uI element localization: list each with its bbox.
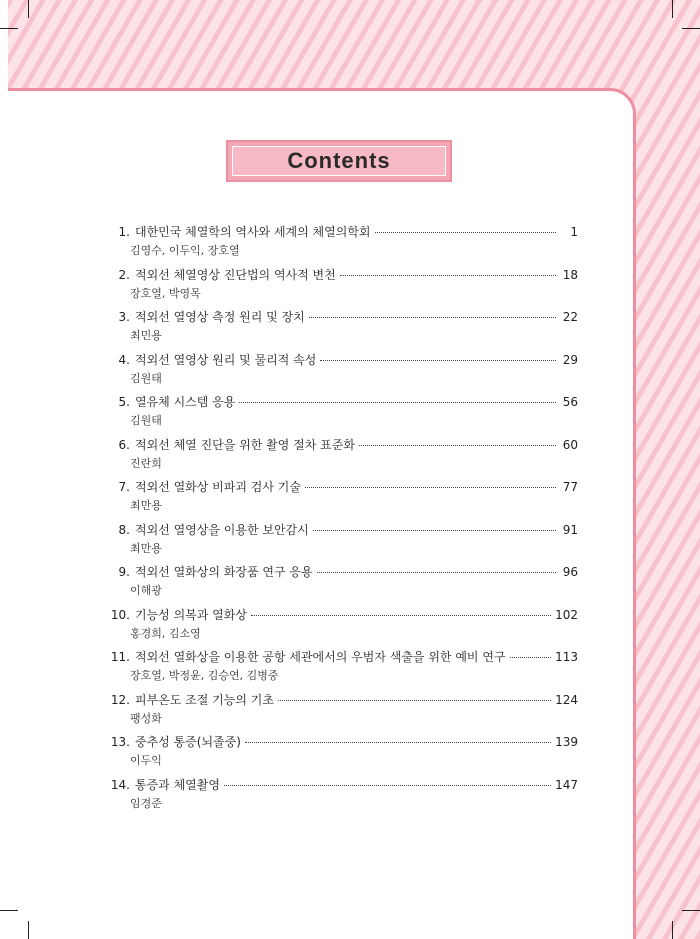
dot-leader	[245, 742, 551, 743]
dot-leader	[309, 317, 556, 318]
toc-entry[interactable]	[108, 521, 578, 564]
dot-leader	[251, 615, 551, 616]
entry-page-number: 102	[555, 607, 578, 622]
entry-authors: 김영수, 이두익, 장호열	[130, 244, 240, 257]
entry-authors: 진란희	[130, 456, 162, 470]
entry-authors: 팽성화	[130, 711, 162, 725]
entry-authors: 최만용	[130, 541, 162, 555]
contents-title-box	[226, 140, 452, 182]
crop-mark	[672, 921, 673, 939]
dot-leader	[340, 275, 556, 276]
entry-authors: 장호열, 박정윤, 김승연, 김병중	[130, 669, 279, 682]
toc-entry[interactable]	[108, 436, 578, 479]
toc-entry[interactable]	[108, 308, 578, 351]
entry-title: 적외선 체열 진단을 위한 촬영 절차 표준화	[135, 437, 355, 452]
dot-leader	[278, 700, 551, 701]
entry-number: 10.	[110, 607, 130, 622]
entry-number: 14.	[110, 777, 130, 792]
entry-authors: 이해광	[130, 584, 162, 597]
dot-leader	[510, 657, 552, 658]
dot-leader	[317, 572, 556, 573]
dot-leader	[320, 360, 556, 361]
entry-title: 피부온도 조절 기능의 기초	[135, 692, 274, 707]
toc-entry[interactable]	[108, 393, 578, 436]
toc-entry[interactable]	[108, 478, 578, 521]
page-title: Contents	[287, 148, 391, 173]
crop-mark	[0, 910, 18, 911]
crop-mark	[672, 0, 673, 18]
entry-title: 적외선 열영상 측정 원리 및 장치	[135, 310, 305, 324]
entry-authors: 최민용	[130, 329, 162, 342]
entry-number: 7.	[118, 480, 130, 494]
crop-mark	[682, 910, 700, 911]
entry-title: 열유체 시스템 응용	[135, 395, 236, 409]
toc-entry[interactable]	[108, 776, 578, 819]
entry-page-number: 60	[562, 437, 578, 452]
entry-page-number: 113	[555, 650, 578, 664]
entry-authors: 최만용	[130, 499, 162, 512]
toc-entry[interactable]	[108, 691, 578, 734]
crop-mark	[28, 0, 29, 18]
entry-number: 6.	[118, 437, 130, 452]
entry-number: 11.	[110, 650, 130, 664]
entry-page-number: 29	[562, 352, 578, 367]
entry-authors: 장호열, 박영목	[130, 286, 201, 300]
entry-page-number: 91	[562, 522, 578, 537]
entry-page-number: 96	[562, 565, 578, 579]
toc-entry[interactable]	[108, 606, 578, 649]
dot-leader	[375, 232, 556, 233]
entry-title: 통증과 체열촬영	[135, 777, 220, 792]
toc-entry[interactable]	[108, 266, 578, 309]
toc-entry[interactable]	[108, 648, 578, 691]
dot-leader	[305, 487, 556, 488]
dot-leader	[224, 785, 551, 786]
entry-authors: 김원태	[130, 414, 162, 427]
entry-authors: 홍경희, 김소영	[130, 626, 201, 640]
dot-leader	[239, 402, 556, 403]
crop-mark	[682, 28, 700, 29]
toc-entry[interactable]	[108, 733, 578, 776]
entry-title: 적외선 열영상 원리 및 물리적 속성	[135, 352, 317, 367]
toc-entry[interactable]	[108, 351, 578, 394]
entry-title: 적외선 열화상을 이용한 공항 세관에서의 우범자 색출을 위한 예비 연구	[135, 650, 506, 664]
crop-mark	[0, 28, 18, 29]
crop-mark	[28, 921, 29, 939]
entry-title: 중추성 통증(뇌졸중)	[135, 735, 241, 749]
entry-number: 1.	[118, 225, 130, 239]
entry-authors: 임경준	[130, 796, 162, 810]
entry-number: 12.	[110, 692, 130, 707]
entry-number: 8.	[118, 522, 130, 537]
toc-entry[interactable]	[108, 563, 578, 606]
dot-leader	[359, 445, 556, 446]
entry-number: 2.	[118, 267, 130, 282]
entry-number: 5.	[118, 395, 130, 409]
entry-page-number: 22	[562, 310, 578, 324]
entry-title: 기능성 의복과 열화상	[135, 607, 247, 622]
dot-leader	[313, 530, 556, 531]
entry-title: 적외선 체열영상 진단법의 역사적 변천	[135, 267, 336, 282]
entry-page-number: 147	[555, 777, 578, 792]
entry-title: 대한민국 체열학의 역사와 세계의 체열의학회	[135, 225, 371, 239]
entry-number: 4.	[118, 352, 130, 367]
table-of-contents	[108, 223, 578, 818]
entry-authors: 이두익	[130, 754, 162, 767]
entry-page-number: 124	[555, 692, 578, 707]
entry-page-number: 139	[555, 735, 578, 749]
entry-page-number: 56	[562, 395, 578, 409]
entry-number: 13.	[110, 735, 130, 749]
entry-title: 적외선 열영상을 이용한 보안감시	[135, 522, 309, 537]
entry-title: 적외선 열화상 비파괴 검사 기술	[135, 480, 301, 494]
entry-title: 적외선 열화상의 화장품 연구 응용	[135, 565, 313, 579]
entry-page-number: 77	[562, 480, 578, 494]
entry-number: 3.	[118, 310, 130, 324]
entry-page-number: 18	[562, 267, 578, 282]
toc-entry[interactable]	[108, 223, 578, 266]
entry-number: 9.	[118, 565, 130, 579]
entry-authors: 김원태	[130, 371, 162, 385]
entry-page-number: 1	[570, 225, 578, 239]
